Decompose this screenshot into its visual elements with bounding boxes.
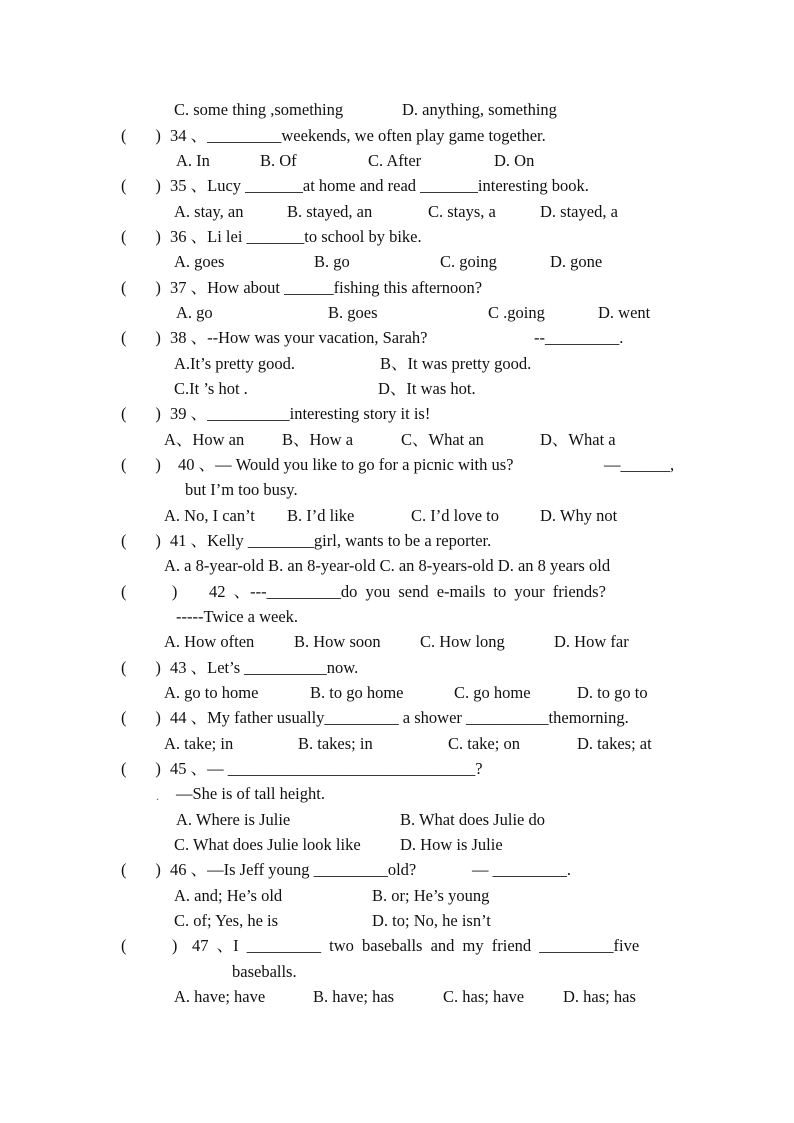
question-stem: 45 、— ______________________________? xyxy=(170,759,483,778)
answer-paren[interactable]: ( ) xyxy=(121,658,161,677)
option-a: A. goes xyxy=(174,252,225,271)
option-c: C. stays, a xyxy=(428,202,496,221)
option-c: C.It ’s hot . xyxy=(174,379,248,398)
option-c: C. going xyxy=(440,252,497,271)
option-a: A. take; in xyxy=(164,734,234,753)
answer-paren[interactable]: ( ) xyxy=(121,455,161,474)
option-d: D、What a xyxy=(540,430,616,449)
answer-paren[interactable]: ( ) xyxy=(121,176,161,195)
option-c: C. I’d love to xyxy=(411,506,499,525)
question-stem-continuation: -----Twice a week. xyxy=(176,607,299,626)
answer-paren[interactable]: ( ) xyxy=(121,404,161,423)
option-c: C. go home xyxy=(454,683,531,702)
option-d: D. went xyxy=(598,303,651,322)
answer-paren[interactable]: ( ) xyxy=(121,936,178,955)
question-stem-continuation: but I’m too busy. xyxy=(185,480,298,499)
option-b: B、How a xyxy=(282,430,354,449)
option-a: A. have; have xyxy=(174,987,266,1006)
question-stem: 39 、__________interesting story it is! xyxy=(170,404,431,423)
question-stem: 38 、--How was your vacation, Sarah? xyxy=(170,328,428,347)
option-d: D. On xyxy=(494,151,535,170)
option-b: B. I’d like xyxy=(287,506,355,525)
answer-paren[interactable]: ( ) xyxy=(121,328,161,347)
prev-option-d: D. anything, something xyxy=(402,100,557,119)
option-a: A. and; He’s old xyxy=(174,886,283,905)
option-a: A、How an xyxy=(164,430,245,449)
option-a: A. How often xyxy=(164,632,255,651)
answer-paren[interactable]: ( ) xyxy=(121,227,161,246)
option-b: B. go xyxy=(314,252,350,271)
answer-paren[interactable]: ( ) xyxy=(121,759,161,778)
question-stem: 40 、— Would you like to go for a picnic with us? xyxy=(178,455,514,474)
option-d: D. to; No, he isn’t xyxy=(372,911,491,930)
option-c: C. How long xyxy=(420,632,505,651)
option-c: C. has; have xyxy=(443,987,525,1006)
question-stem: 43 、Let’s __________now. xyxy=(170,658,359,677)
option-a: A. No, I can’t xyxy=(164,506,255,525)
option-b: B. What does Julie do xyxy=(400,810,545,829)
option-b: B、It was pretty good. xyxy=(380,354,532,373)
question-stem: 42 、---_________do you send e-mails to your friends? xyxy=(209,582,606,601)
option-d: D. has; has xyxy=(563,987,636,1006)
option-d: D. to go to xyxy=(577,683,648,702)
option-b: B. goes xyxy=(328,303,378,322)
option-c: C. After xyxy=(368,151,422,170)
question-stem: 47 、I _________ two baseballs and my friend _________five xyxy=(192,936,640,955)
option-d: D. gone xyxy=(550,252,603,271)
option-b: B. Of xyxy=(260,151,297,170)
answer-blank: —______, xyxy=(604,455,675,474)
option-c: C. What does Julie look like xyxy=(174,835,361,854)
answer-paren[interactable]: ( ) xyxy=(121,860,161,879)
option-b: B. takes; in xyxy=(298,734,373,753)
option-d: D. Why not xyxy=(540,506,618,525)
option-c: C .going xyxy=(488,303,545,322)
option-d: D、It was hot. xyxy=(378,379,476,398)
answer-paren[interactable]: ( ) xyxy=(121,531,161,550)
option-d: D. takes; at xyxy=(577,734,652,753)
stray-dot: . xyxy=(156,789,159,803)
option-c: C. take; on xyxy=(448,734,520,753)
option-a: A. Where is Julie xyxy=(176,810,291,829)
question-stem: 37 、How about ______fishing this afternoon? xyxy=(170,278,483,297)
option-d: D. stayed, a xyxy=(540,202,618,221)
option-b: B. to go home xyxy=(310,683,404,702)
option-b: B. or; He’s young xyxy=(372,886,490,905)
question-stem: 44 、My father usually_________ a shower __________themorning. xyxy=(170,708,629,727)
answer-paren[interactable]: ( ) xyxy=(121,708,161,727)
option-b: B. have; has xyxy=(313,987,395,1006)
option-b: B. stayed, an xyxy=(287,202,373,221)
option-a: A. stay, an xyxy=(174,202,244,221)
question-stem: 36 、Li lei _______to school by bike. xyxy=(170,227,422,246)
answer-paren[interactable]: ( ) xyxy=(121,126,161,145)
answer-paren[interactable]: ( ) xyxy=(121,278,161,297)
question-stem-continuation: baseballs. xyxy=(232,962,297,981)
option-c: C、What an xyxy=(401,430,484,449)
answer-blank: --_________. xyxy=(534,328,624,347)
answer-paren[interactable]: ( ) xyxy=(121,582,178,601)
option-a: A. go to home xyxy=(164,683,259,702)
question-stem-continuation: —She is of tall height. xyxy=(176,784,325,803)
option-c: C. of; Yes, he is xyxy=(174,911,279,930)
question-stem: 41 、Kelly ________girl, wants to be a reporter. xyxy=(170,531,492,550)
option-a: A. go xyxy=(176,303,213,322)
prev-option-c: C. some thing ,something xyxy=(174,100,344,119)
answer-blank: — _________. xyxy=(472,860,571,879)
question-stem: 34 、_________weekends, we often play game together. xyxy=(170,126,546,145)
option-d: D. How is Julie xyxy=(400,835,503,854)
question-stem: 35 、Lucy _______at home and read _______interesting book. xyxy=(170,176,589,195)
option-a: A.It’s pretty good. xyxy=(174,354,295,373)
option-a: A. In xyxy=(176,151,210,170)
options-line: A. a 8-year-old B. an 8-year-old C. an 8-years-old D. an 8 years old xyxy=(164,556,611,575)
question-stem: 46 、—Is Jeff young _________old? xyxy=(170,860,417,879)
option-b: B. How soon xyxy=(294,632,381,651)
option-d: D. How far xyxy=(554,632,629,651)
